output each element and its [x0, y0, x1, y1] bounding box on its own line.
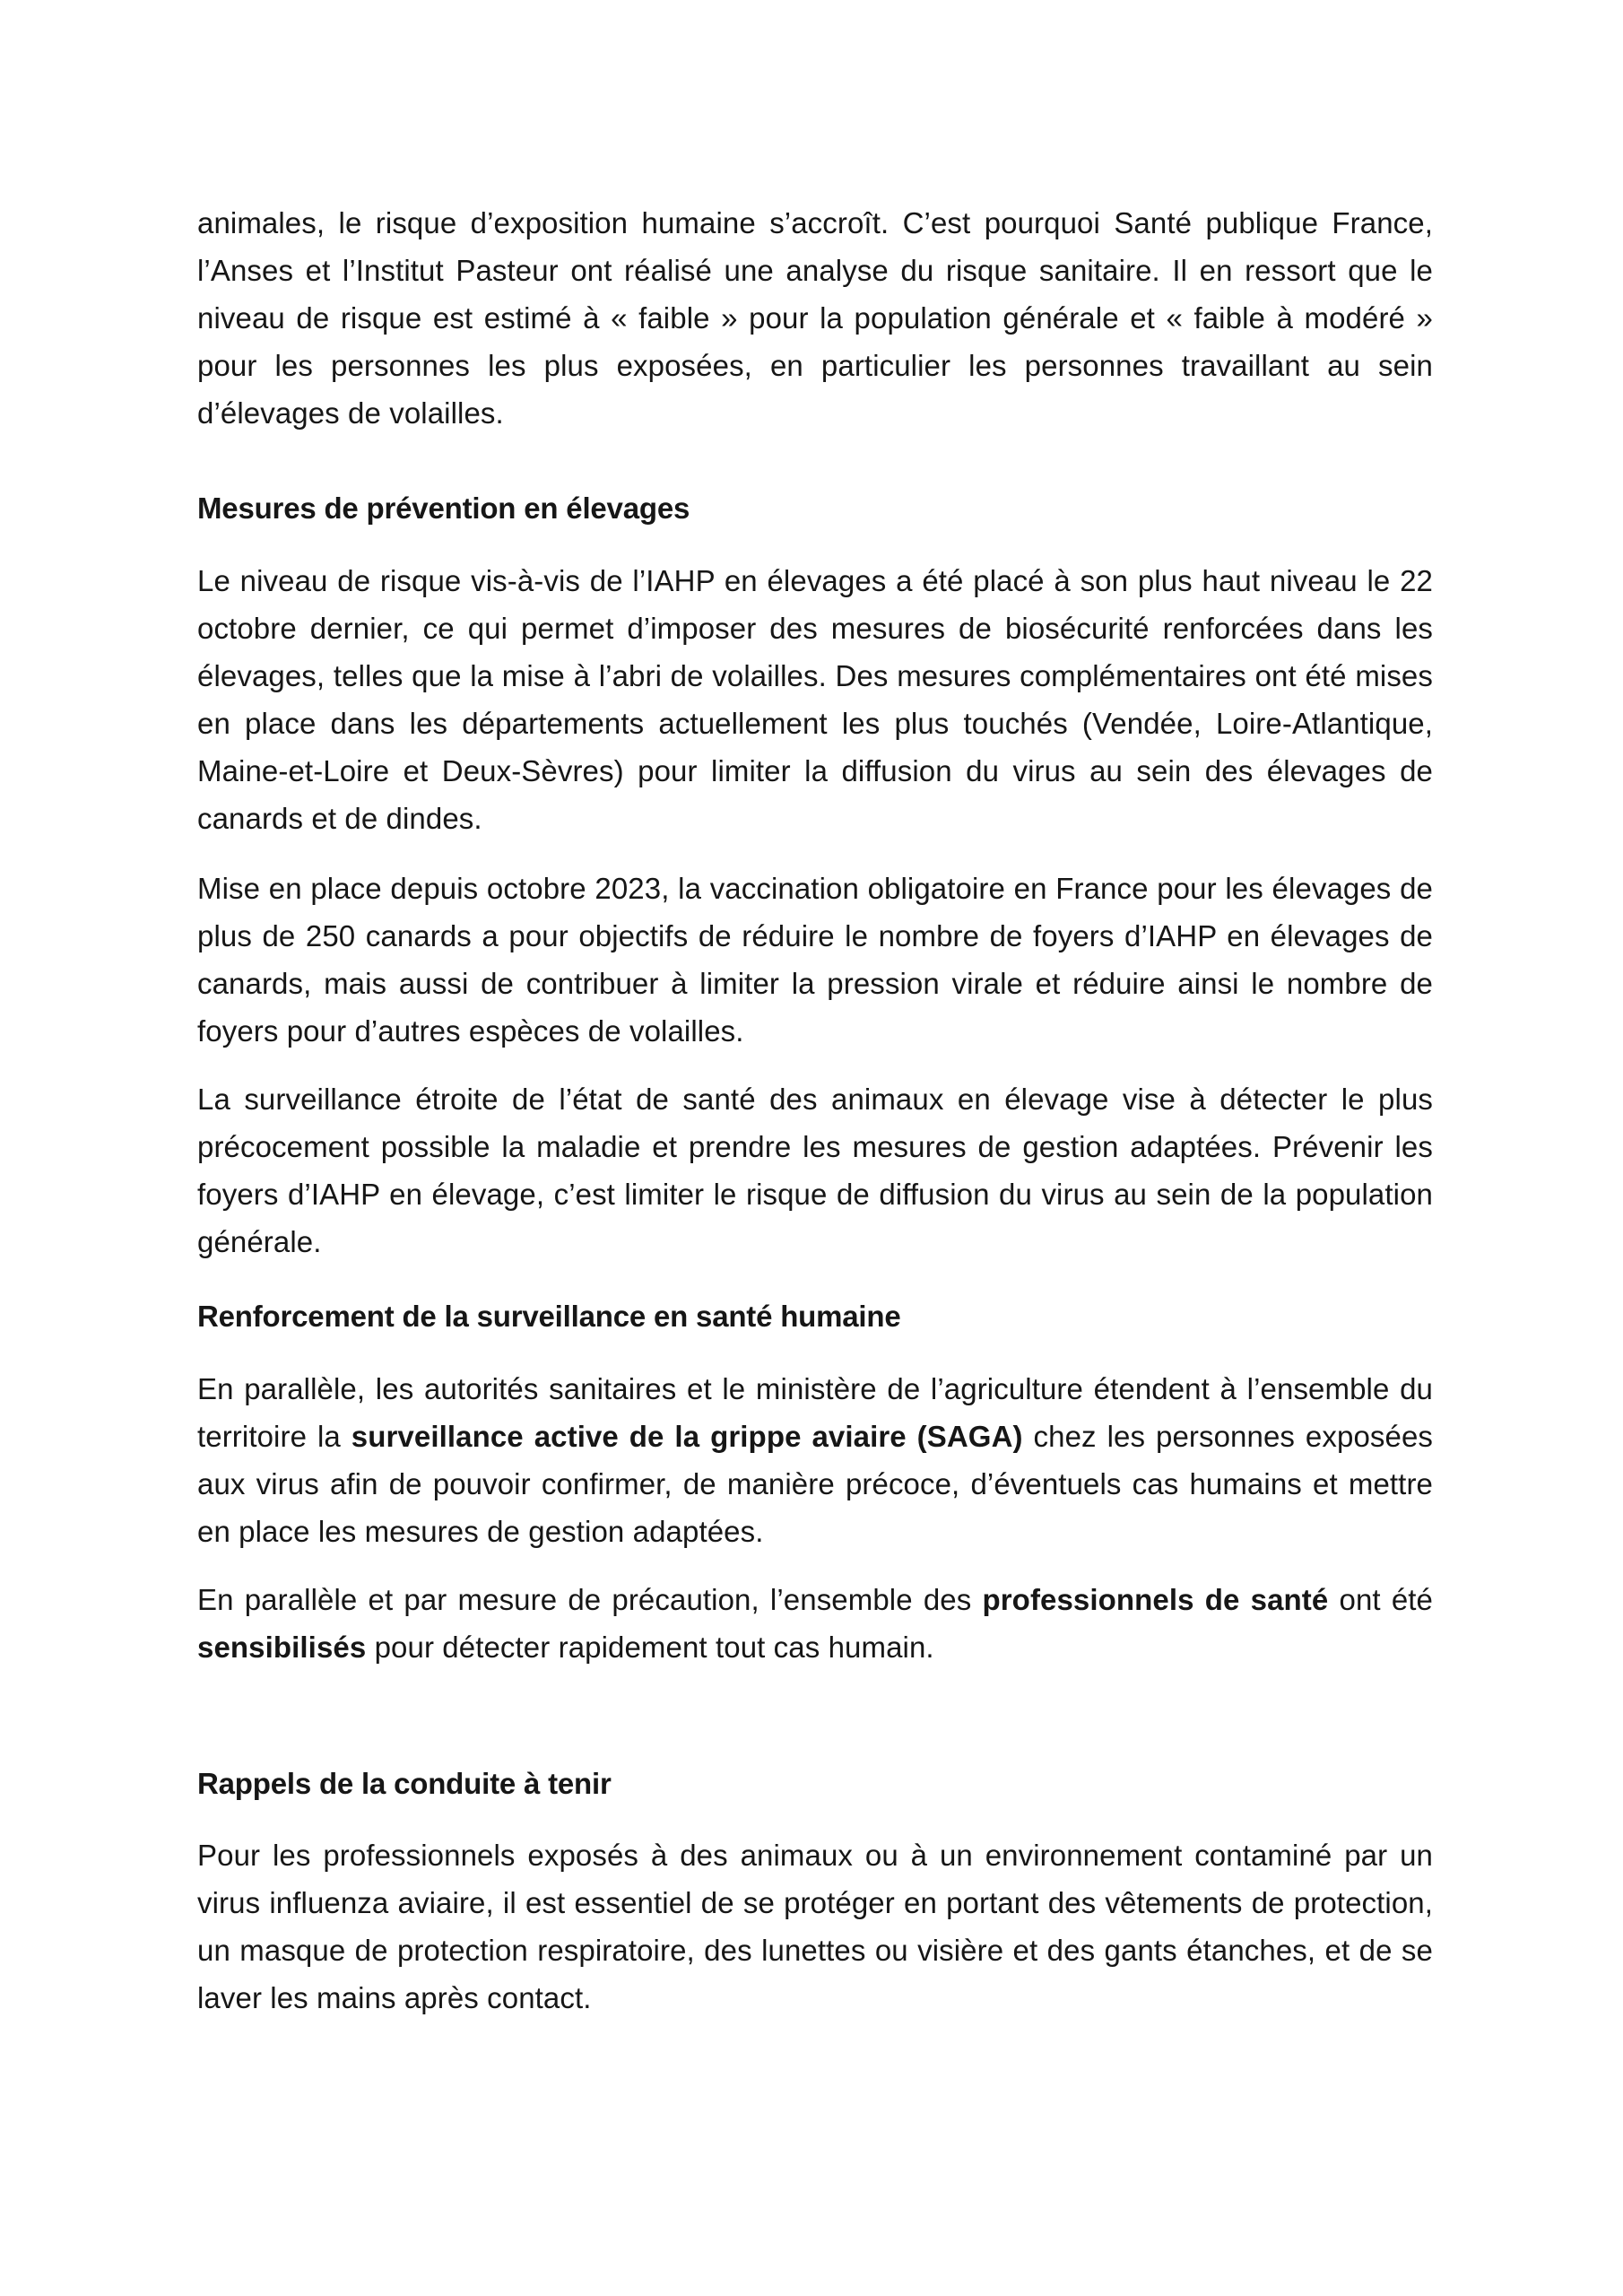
paragraph-protective-measures: Pour les professionnels exposés à des animaux ou à un environnement contaminé par un virus influenza aviaire, il est essentiel de se protéger en portant des vêtements de protection, un masque de protection respiratoire, des lunettes ou visière et des gants étanches, et de se laver les mains après contact. [197, 1839, 1433, 2014]
text-segment: ont été [1328, 1583, 1433, 1616]
paragraph-health-professionals [197, 1576, 1433, 1671]
paragraph-risk-level-farms: Le niveau de risque vis-à-vis de l’IAHP en élevages a été placé à son plus haut niveau le 22 octobre dernier, ce qui permet d’imposer des mesures de biosécurité renforcées dans les élevages, telles que la mise à l’abri de volailles. Des mesures complémentaires ont été mises en place dans les départements actuellement les plus touchés (Vendée, Loire-Atlantique, Maine-et-Loire et Deux-Sèvres) pour limiter la diffusion du virus au sein des élevages de canards et de dindes. [197, 564, 1433, 835]
emphasis-health-professionals: professionnels de santé [982, 1583, 1329, 1616]
heading-prevention-measures: Mesures de prévention en élevages [197, 491, 690, 525]
text-segment: pour détecter rapidement tout cas humain. [366, 1631, 934, 1664]
emphasis-sensitized: sensibilisés [197, 1631, 367, 1664]
text-segment: En parallèle, les autorités sanitaires et le ministère de l’agriculture étendent à l’ensemble du territoire la [197, 1372, 1433, 1453]
text-segment: En parallèle et par mesure de précaution, l’ensemble des [197, 1583, 983, 1616]
paragraph-animal-surveillance: La surveillance étroite de l’état de santé des animaux en élevage vise à détecter le plus précocement possible la maladie et prendre les mesures de gestion adaptées. Prévenir les foyers d’IAHP en élevage, c’est limiter le risque de diffusion du virus au sein de la population générale. [197, 1083, 1433, 1258]
paragraph-risk-analysis: animales, le risque d’exposition humaine s’accroît. C’est pourquoi Santé publique France, l’Anses et l’Institut Pasteur ont réalisé une analyse du risque sanitaire. Il en ressort que le niveau de risque est estimé à « faible » pour la population générale et « faible à modéré » pour les personnes les plus exposées, en particulier les personnes travaillant au sein d’élevages de volailles. [197, 206, 1433, 430]
emphasis-saga: surveillance active de la grippe aviaire (SAGA) [351, 1420, 1023, 1453]
heading-human-health-surveillance: Renforcement de la surveillance en santé humaine [197, 1300, 901, 1333]
paragraph-vaccination: Mise en place depuis octobre 2023, la vaccination obligatoire en France pour les élevages de plus de 250 canards a pour objectifs de réduire le nombre de foyers d’IAHP en élevages de canards, mais aussi de contribuer à limiter la pression virale et réduire ainsi le nombre de foyers pour d’autres espèces de volailles. [197, 872, 1433, 1048]
text-segment: chez les personnes exposées aux virus afin de pouvoir confirmer, de manière précoce, d’éventuels cas humains et mettre en place les mesures de gestion adaptées. [197, 1420, 1433, 1548]
paragraph-saga-surveillance [197, 1365, 1433, 1555]
heading-conduct-reminders: Rappels de la conduite à tenir [197, 1767, 612, 1800]
